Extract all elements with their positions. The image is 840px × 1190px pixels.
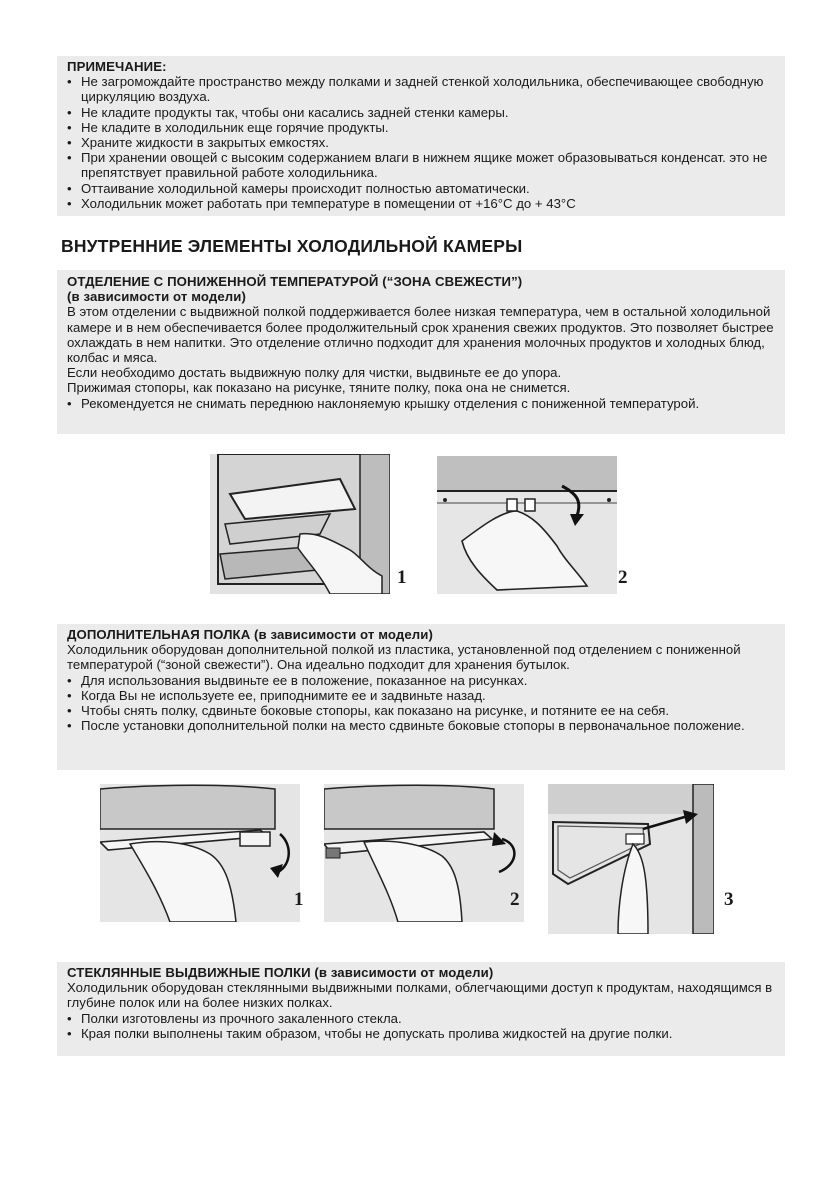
list-item: • Не кладите продукты так, чтобы они касались задней стенки камеры.	[67, 105, 779, 120]
note-box	[57, 56, 785, 216]
figure-label: 2	[618, 567, 628, 588]
list-item: • Холодильник может работать при температуре в помещении от +16°C до + 43°C	[67, 196, 779, 211]
list-item: • После установки дополнительной полки на место сдвиньте боковые стопоры в первоначальное положение.	[67, 718, 779, 733]
figure-extra-shelf-1	[100, 784, 300, 922]
list-item: • При хранении овощей с высоким содержанием влаги в нижнем ящике может образовываться конденсат. это не препятствует правильной работе холодильника.	[67, 150, 779, 180]
fresh-zone-paragraph: Прижимая стопоры, как показано на рисунке, тяните полку, пока она не снимется.	[67, 380, 571, 396]
figure-extra-shelf-3	[548, 784, 714, 934]
list-item: • Края полки выполнены таким образом, чтобы не допускать пролива жидкостей на другие полки.	[67, 1026, 779, 1041]
note-title: ПРИМЕЧАНИЕ:	[67, 59, 167, 74]
fresh-zone-title: ОТДЕЛЕНИЕ С ПОНИЖЕННОЙ ТЕМПЕРАТУРОЙ (“ЗОНА СВЕЖЕСТИ”)	[67, 274, 523, 289]
extra-shelf-title: ДОПОЛНИТЕЛЬНАЯ ПОЛКА (в зависимости от модели)	[67, 627, 433, 642]
glass-shelves-box	[57, 962, 785, 1056]
fresh-zone-paragraph: Если необходимо достать выдвижную полку для чистки, выдвиньте ее до упора.	[67, 365, 562, 381]
figure-label: 2	[510, 889, 520, 910]
note-list	[67, 74, 779, 211]
hands-pressing-stoppers-illustration	[437, 456, 617, 594]
extra-shelf-step3-illustration	[548, 784, 714, 934]
fresh-zone-box	[57, 270, 785, 434]
list-item: • Для использования выдвиньте ее в положение, показанное на рисунках.	[67, 673, 779, 688]
figure-fresh-zone-2	[437, 456, 617, 594]
figure-extra-shelf-2	[324, 784, 524, 922]
list-item: • Не кладите в холодильник еще горячие продукты.	[67, 120, 779, 135]
list-item: • Когда Вы не используете ее, приподнимите ее и задвиньте назад.	[67, 688, 779, 703]
extra-shelf-step1-illustration	[100, 784, 300, 922]
list-item: • Храните жидкости в закрытых емкостях.	[67, 135, 779, 150]
figure-label: 1	[294, 889, 304, 910]
fridge-drawer-illustration	[210, 454, 390, 594]
list-item: • Оттаивание холодильной камеры происходит полностью автоматически.	[67, 181, 779, 196]
figure-fresh-zone-1	[210, 454, 390, 594]
extra-shelf-box	[57, 624, 785, 770]
list-item: • Не загромождайте пространство между полками и задней стенкой холодильника, обеспечивающее свободную циркуляцию воздуха.	[67, 74, 779, 104]
list-item: • Полки изготовлены из прочного закаленного стекла.	[67, 1011, 779, 1026]
fresh-zone-paragraph: В этом отделении с выдвижной полкой поддерживается более низкая температура, чем в остальной холодильной камере и в нем обеспечивается более продолжительный срок хранения свежих продуктов. Это позволяет быстрее охлаждать в нем напитки. Это отделение отлично подходит для хранения молочных продуктов и холодных блюд, колбас и мяса.	[67, 304, 774, 366]
list-item: • Чтобы снять полку, сдвиньте боковые стопоры, как показано на рисунке, и потяните ее на себя.	[67, 703, 779, 718]
extra-shelf-paragraph: Холодильник оборудован дополнительной полкой из пластика, установленной под отделением с пониженной температурой (“зоной свежести”). Она идеально подходит для хранения бутылок.	[67, 642, 741, 673]
list-item: • Рекомендуется не снимать переднюю наклоняемую крышку отделения с пониженной температурой.	[67, 396, 779, 411]
extra-shelf-step2-illustration	[324, 784, 524, 922]
glass-shelves-paragraph: Холодильник оборудован стеклянными выдвижными полками, облегчающими доступ к продуктам, находящимся в глубине полок или на более низких полках.	[67, 980, 773, 1011]
glass-shelves-list	[67, 1011, 779, 1041]
fresh-zone-subtitle: (в зависимости от модели)	[67, 289, 246, 305]
figure-label: 1	[397, 567, 407, 588]
extra-shelf-list	[67, 673, 779, 734]
section-title: ВНУТРЕННИЕ ЭЛЕМЕНТЫ ХОЛОДИЛЬНОЙ КАМЕРЫ	[61, 236, 523, 256]
fresh-zone-list	[67, 396, 779, 411]
glass-shelves-title: СТЕКЛЯННЫЕ ВЫДВИЖНЫЕ ПОЛКИ (в зависимости от модели)	[67, 965, 494, 980]
figure-label: 3	[724, 889, 734, 910]
